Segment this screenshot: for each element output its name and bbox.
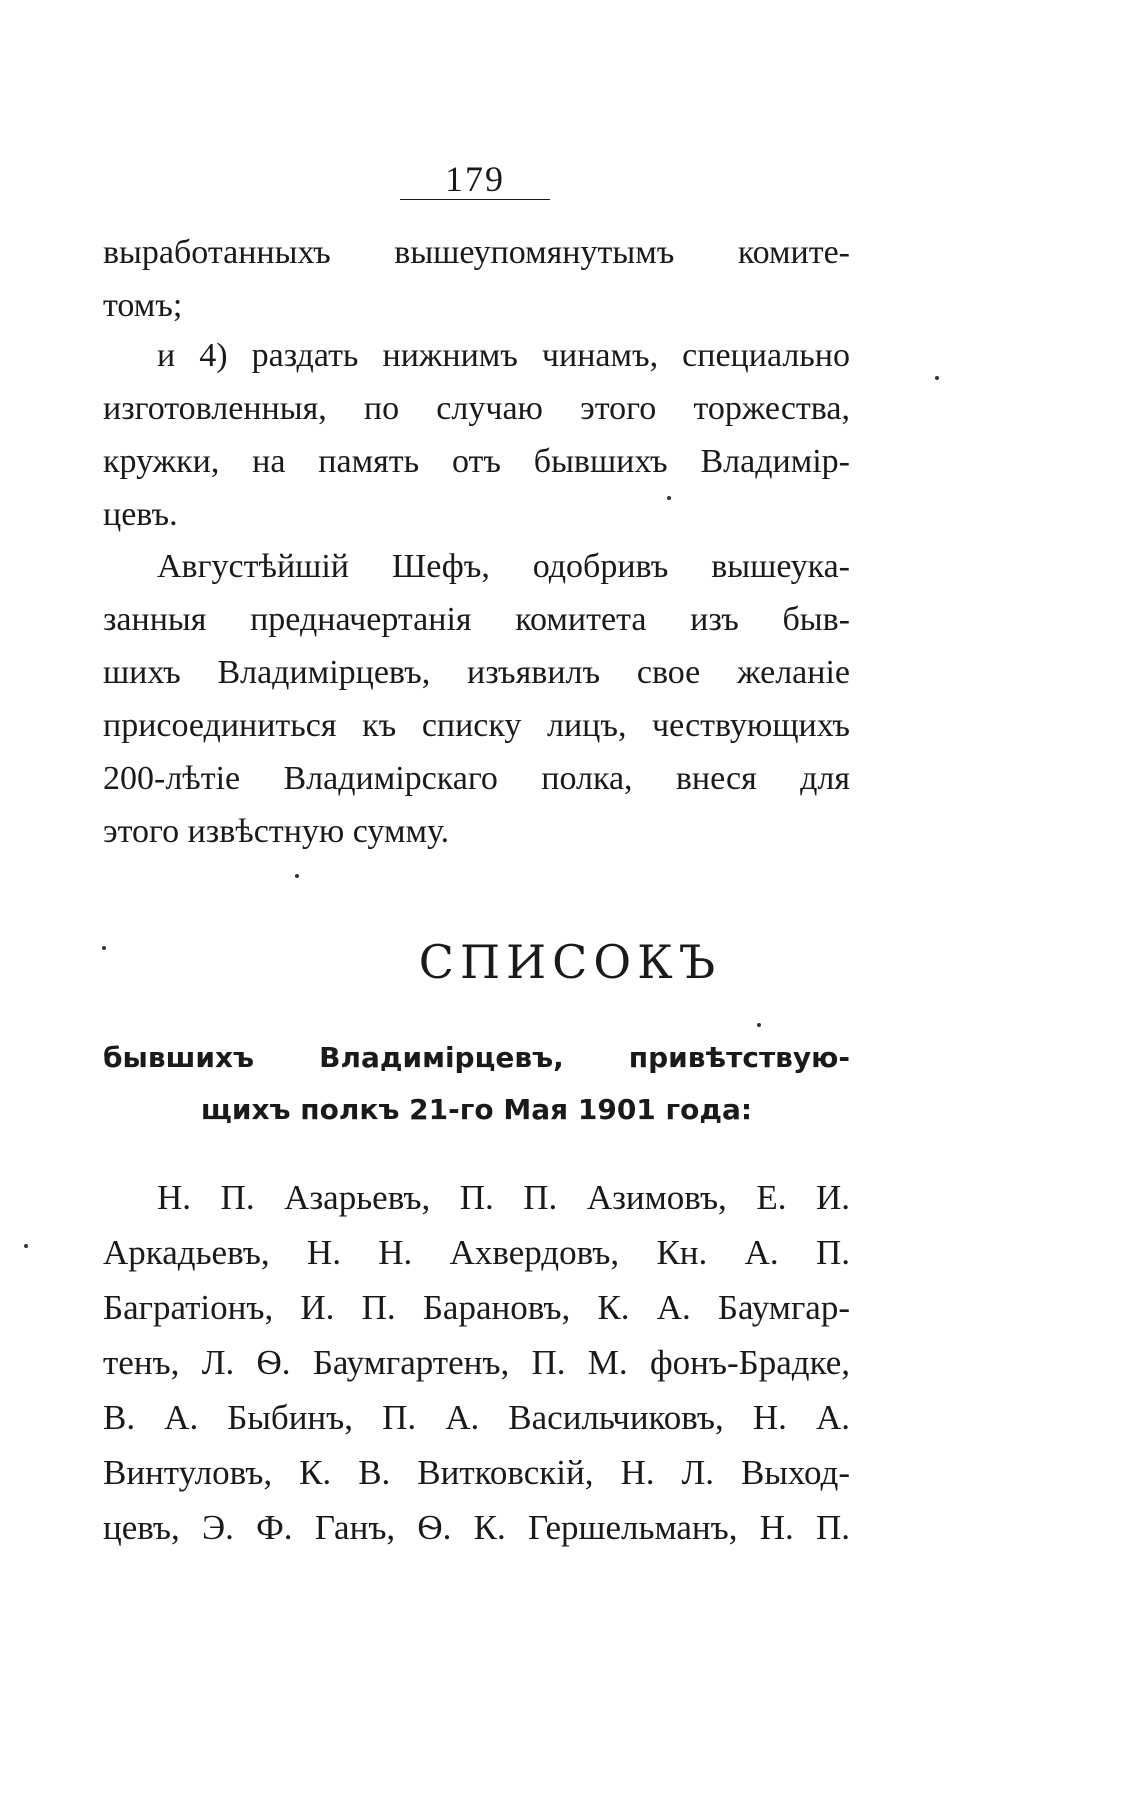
list-heading: СПИСОКЪ <box>418 935 722 989</box>
text-line: шихъ Владимiрцевъ, изъявилъ свое желанiе <box>103 654 850 691</box>
text-line: присоединиться къ списку лицъ, чествующихъ <box>103 707 850 744</box>
scan-speck <box>667 496 671 500</box>
list-subtitle <box>103 1032 850 1136</box>
names-line: В. А. Быбинъ, П. А. Васильчиковъ, Н. А. <box>103 1398 850 1437</box>
text-line: Августѣйшiй Шефъ, одобривъ вышеука- <box>157 548 850 585</box>
scan-speck <box>295 874 299 878</box>
text-line: выработанныхъ вышеупомянутымъ комите- <box>103 234 850 271</box>
names-line: Н. П. Азарьевъ, П. П. Азимовъ, Е. И. <box>157 1178 850 1217</box>
page-number-rule <box>400 199 550 200</box>
text-line: и 4) раздать нижнимъ чинамъ, специально <box>157 337 850 374</box>
text-line: 200-лѣтiе Владимiрскаго полка, внеся для <box>103 760 850 797</box>
text-line: занныя предначертанiя комитета изъ быв- <box>103 601 850 638</box>
scan-speck <box>757 1023 761 1027</box>
text-line: этого извѣстную сумму. <box>103 813 450 850</box>
names-line: Винтуловъ, К. В. Витковскiй, Н. Л. Выход- <box>103 1453 850 1492</box>
paragraph-1 <box>103 226 850 332</box>
scan-speck <box>935 376 939 380</box>
text-line: томъ; <box>103 287 183 324</box>
names-list <box>103 1170 850 1555</box>
names-line: тенъ, Л. Ѳ. Баумгартенъ, П. М. фонъ-Брадке, <box>103 1343 850 1382</box>
text-line: цевъ. <box>103 496 178 533</box>
subtitle-line: бывшихъ Владимiрцевъ, привѣтствую- <box>103 1041 850 1074</box>
text-line: изготовленныя, по случаю этого торжества, <box>103 390 850 427</box>
names-line: Багратiонъ, И. П. Барановъ, К. А. Баумгар- <box>103 1288 850 1327</box>
text-line: кружки, на память отъ бывшихъ Владимiр- <box>103 443 850 480</box>
names-line: цевъ, Э. Ф. Ганъ, Ѳ. К. Гершельманъ, Н. П. <box>103 1508 850 1547</box>
scan-speck <box>102 946 106 950</box>
scan-speck <box>24 1244 28 1248</box>
names-line: Аркадьевъ, Н. Н. Ахвердовъ, Кн. А. П. <box>103 1233 850 1272</box>
paragraph-2 <box>103 329 850 541</box>
page-number: 179 <box>445 159 505 199</box>
subtitle-line: щихъ полкъ 21-го Мая 1901 года: <box>200 1093 753 1126</box>
paragraph-3 <box>103 540 850 858</box>
